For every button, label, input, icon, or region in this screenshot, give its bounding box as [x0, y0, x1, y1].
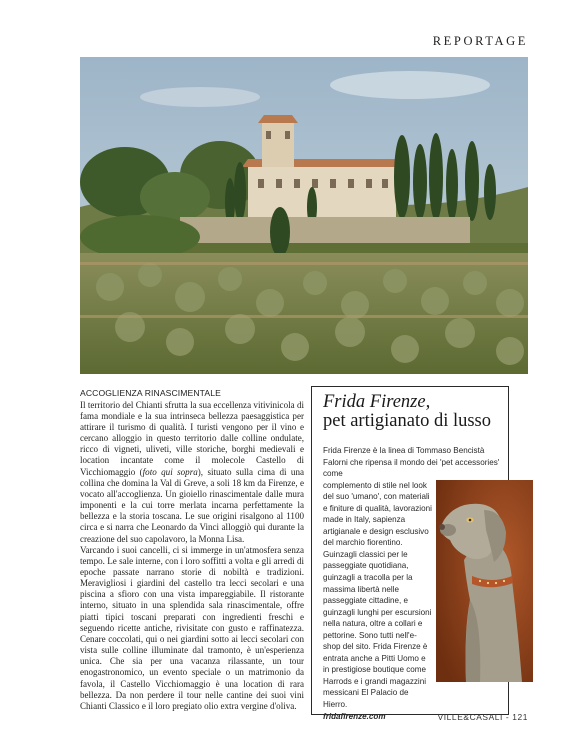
sidebar-title-brand: Frida Firenze,	[323, 392, 431, 412]
article-paragraph-1	[80, 400, 304, 545]
article-kicker: ACCOGLIENZA RINASCIMENTALE	[80, 388, 221, 398]
article-paragraph-1-text-cont: ), situato sulla cima di una collina che domina la Val di Greve, a soli 18 km da Firenze, e vocato all'accoglienza. Un gioiello rinascimentale dalle mura imponenti e la cui torre merlata incarna perfettamente la bellezza e la storia toscana. Le sue origini risalgono al 1100 circa e si narra che Leonardo da Vinci alloggiò qui durante la creazione del suo capolavoro, la Monna Lisa.	[80, 466, 304, 544]
section-label: REPORTAGE	[432, 34, 528, 48]
article-paragraph-1-text: Il territorio del Chianti sfrutta la sua eccellenza vitivinicola di fama mondiale e la sua intrinseca bellezza paesaggistica per attirare il turismo di qualità. I turisti vengono per il vino e cercano alloggio in questo territorio dalle colline ondulate, ricco di vigneti, uliveti, ville storiche, borghi medievali e location incantate come il molecole Castello di Vicchiomaggio (	[80, 399, 304, 477]
sidebar-title-subtitle: pet artigianato di lusso	[323, 411, 492, 431]
magazine-name: VILLE&CASALI	[437, 712, 503, 722]
article-body	[80, 388, 304, 712]
sidebar-text: complemento di stile nel look del suo 'umano', con materiali e finiture di qualità, lavorazioni made in Italy, sapienza artigianale e design esclusivo del marchio fiorentino. Guinzagli classici per le passeggiate quotidiana, guinzagli a tracolla per la massima libertà nelle passeggiate cittadine, e guinzagli lunghi per escursioni nella natura, oltre a collari e pettorine. Sono tutti nell'e-shop del sito. Frida Firenze è entrata anche a Pitti Uomo e in prestigiose boutique come Harrods e i grandi magazzini messicani El Palacio de Hierro.	[323, 480, 432, 710]
article-paragraph-2: Varcando i suoi cancelli, ci si immerge in un'atmosfera senza tempo. Le sale interne, con i loro soffitti a volta e gli arredi di epoche passate narrano storie di nobiltà e tradizioni. Meravigliosi i giardini del castello tra lecci secolari e una piscina a sfioro con una vista impareggiabile. Il ristorante interno, situato in una splendida sala rinascimentale, offre piatti tipici toscani preparati con ingredienti freschi e seguendo ricette antiche, rivisitate con gusto e raffinatezza. Cenare coccolati, qui o nei giardini sotto ai lecci secolari con vista sulle colline illuminate dal tramonto, è un'esperienza unica. Che sia per una vacanza rilassante, un tour enogastronomico, un evento speciale o un matrimonio da favola, il Castello Vicchiomaggio è una location di rara bellezza. Da non perdere il tour nelle cantine dei suoi vini Chianti Classico e il loro pregiato olio extra vergine d'oliva.	[80, 544, 304, 711]
photo-reference: foto qui sopra	[142, 466, 198, 477]
dog-photo	[436, 480, 533, 682]
footer-separator: -	[502, 712, 513, 722]
page-footer	[438, 712, 528, 722]
sidebar-lead: Frida Firenze è la linea di Tommaso Bencistà Falorni che ripensa il mondo dei 'pet accessories' come	[323, 446, 500, 479]
sidebar-url: fridafirenze.com	[323, 711, 386, 721]
page-number: 121	[512, 712, 528, 722]
castle-photo	[80, 57, 528, 374]
sidebar-title	[323, 393, 508, 431]
